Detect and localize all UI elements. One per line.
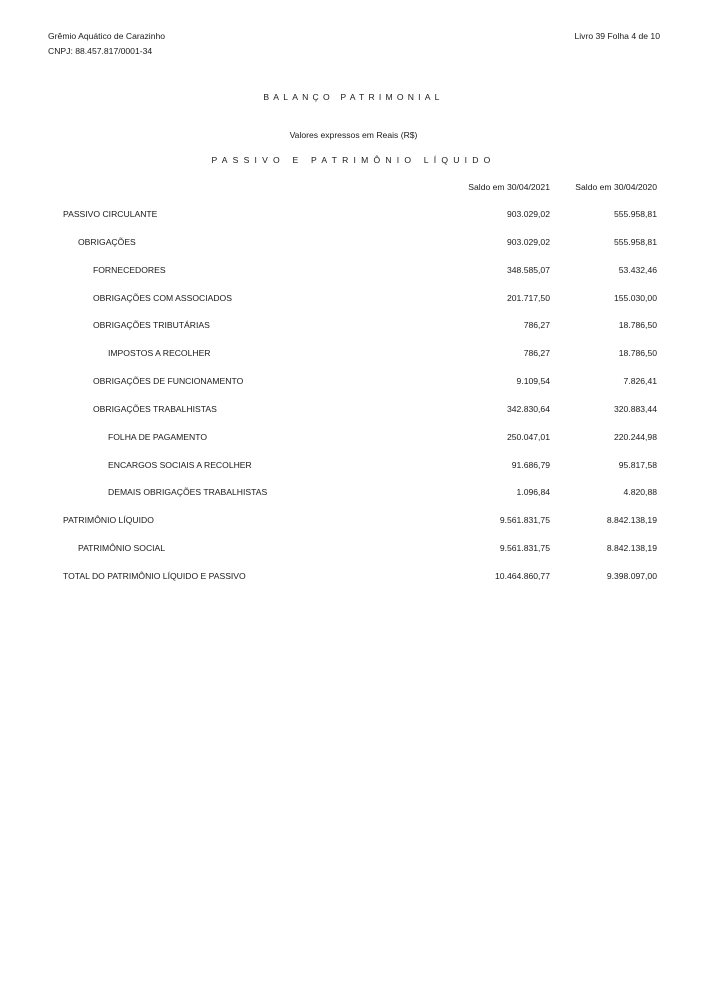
row-value-2021: 903.029,02 bbox=[506, 236, 550, 247]
table-row-encargos-sociais bbox=[0, 459, 707, 487]
table-row-obrigacoes bbox=[0, 236, 707, 264]
table-row-obrigacoes-associados bbox=[0, 292, 707, 320]
row-value-2020: 155.030,00 bbox=[613, 292, 657, 303]
column-header-2021: Saldo em 30/04/2021 bbox=[468, 182, 550, 192]
row-value-2021: 250.047,01 bbox=[506, 431, 550, 442]
table-row-total bbox=[0, 570, 707, 598]
row-label: ENCARGOS SOCIAIS A RECOLHER bbox=[108, 459, 252, 470]
row-label: OBRIGAÇÕES DE FUNCIONAMENTO bbox=[93, 376, 244, 387]
table-row-patrimonio-social bbox=[0, 542, 707, 570]
table-row-fornecedores bbox=[0, 264, 707, 292]
row-value-2020: 4.820,88 bbox=[623, 487, 657, 498]
row-label: FOLHA DE PAGAMENTO bbox=[108, 431, 208, 442]
report-title: BALANÇO PATRIMONIAL bbox=[263, 92, 444, 102]
row-value-2021: 348.585,07 bbox=[506, 264, 550, 275]
table-row-obrigacoes-trabalhistas bbox=[0, 403, 707, 431]
row-value-2021: 1.096,84 bbox=[516, 487, 550, 498]
column-header-2020: Saldo em 30/04/2020 bbox=[575, 182, 657, 192]
table-row-obrigacoes-funcionamento bbox=[0, 375, 707, 403]
table-row-folha-pagamento bbox=[0, 431, 707, 459]
row-value-2021: 201.717,50 bbox=[506, 292, 550, 303]
row-label: PATRIMÔNIO SOCIAL bbox=[78, 543, 166, 554]
table-row-passivo-circulante bbox=[0, 208, 707, 236]
row-value-2021: 903.029,02 bbox=[506, 209, 550, 219]
section-title: PASSIVO E PATRIMÔNIO LÍQUIDO bbox=[211, 155, 496, 165]
row-label: TOTAL DO PATRIMÔNIO LÍQUIDO E PASSIVO bbox=[63, 570, 246, 581]
table-row-impostos-recolher bbox=[0, 347, 707, 375]
table-row-patrimonio-liquido bbox=[0, 514, 707, 542]
row-value-2021: 10.464.860,77 bbox=[495, 570, 550, 581]
row-value-2020: 8.842.138,19 bbox=[606, 543, 657, 554]
row-label: OBRIGAÇÕES bbox=[78, 236, 136, 247]
row-value-2021: 9.561.831,75 bbox=[499, 543, 550, 554]
organization-name: Grêmio Aquático de Carazinho bbox=[48, 31, 166, 41]
row-label: DEMAIS OBRIGAÇÕES TRABALHISTAS bbox=[108, 487, 268, 498]
row-label: OBRIGAÇÕES TRABALHISTAS bbox=[93, 403, 217, 414]
row-value-2020: 8.842.138,19 bbox=[606, 515, 657, 526]
row-value-2020: 555.958,81 bbox=[613, 236, 657, 247]
row-value-2020: 555.958,81 bbox=[613, 209, 657, 219]
row-value-2020: 95.817,58 bbox=[618, 459, 657, 470]
row-value-2020: 220.244,98 bbox=[613, 431, 657, 442]
row-label: OBRIGAÇÕES TRIBUTÁRIAS bbox=[93, 320, 210, 331]
row-value-2021: 342.830,64 bbox=[506, 403, 550, 414]
table-row-demais-obrigacoes bbox=[0, 486, 707, 514]
row-value-2021: 9.109,54 bbox=[516, 376, 550, 387]
row-value-2020: 9.398.097,00 bbox=[606, 570, 657, 581]
row-value-2021: 9.561.831,75 bbox=[499, 515, 550, 526]
row-label: PATRIMÔNIO LÍQUIDO bbox=[63, 515, 154, 526]
row-label: PASSIVO CIRCULANTE bbox=[63, 209, 158, 219]
row-value-2020: 53.432,46 bbox=[618, 264, 657, 275]
organization-cnpj: CNPJ: 88.457.817/0001-34 bbox=[48, 46, 153, 56]
row-value-2021: 91.686,79 bbox=[511, 459, 550, 470]
currency-note: Valores expressos em Reais (R$) bbox=[289, 130, 418, 140]
book-reference: Livro 39 Folha 4 de 10 bbox=[574, 31, 660, 41]
row-label: OBRIGAÇÕES COM ASSOCIADOS bbox=[93, 292, 232, 303]
table-row-obrigacoes-tributarias bbox=[0, 319, 707, 347]
row-value-2020: 18.786,50 bbox=[618, 320, 657, 331]
row-value-2021: 786,27 bbox=[523, 320, 550, 331]
balance-table bbox=[0, 208, 707, 598]
row-value-2021: 786,27 bbox=[523, 348, 550, 359]
row-value-2020: 7.826,41 bbox=[623, 376, 657, 387]
row-label: IMPOSTOS A RECOLHER bbox=[108, 348, 211, 359]
row-label: FORNECEDORES bbox=[93, 264, 166, 275]
organization-header bbox=[48, 29, 165, 59]
row-value-2020: 18.786,50 bbox=[618, 348, 657, 359]
row-value-2020: 320.883,44 bbox=[613, 403, 657, 414]
